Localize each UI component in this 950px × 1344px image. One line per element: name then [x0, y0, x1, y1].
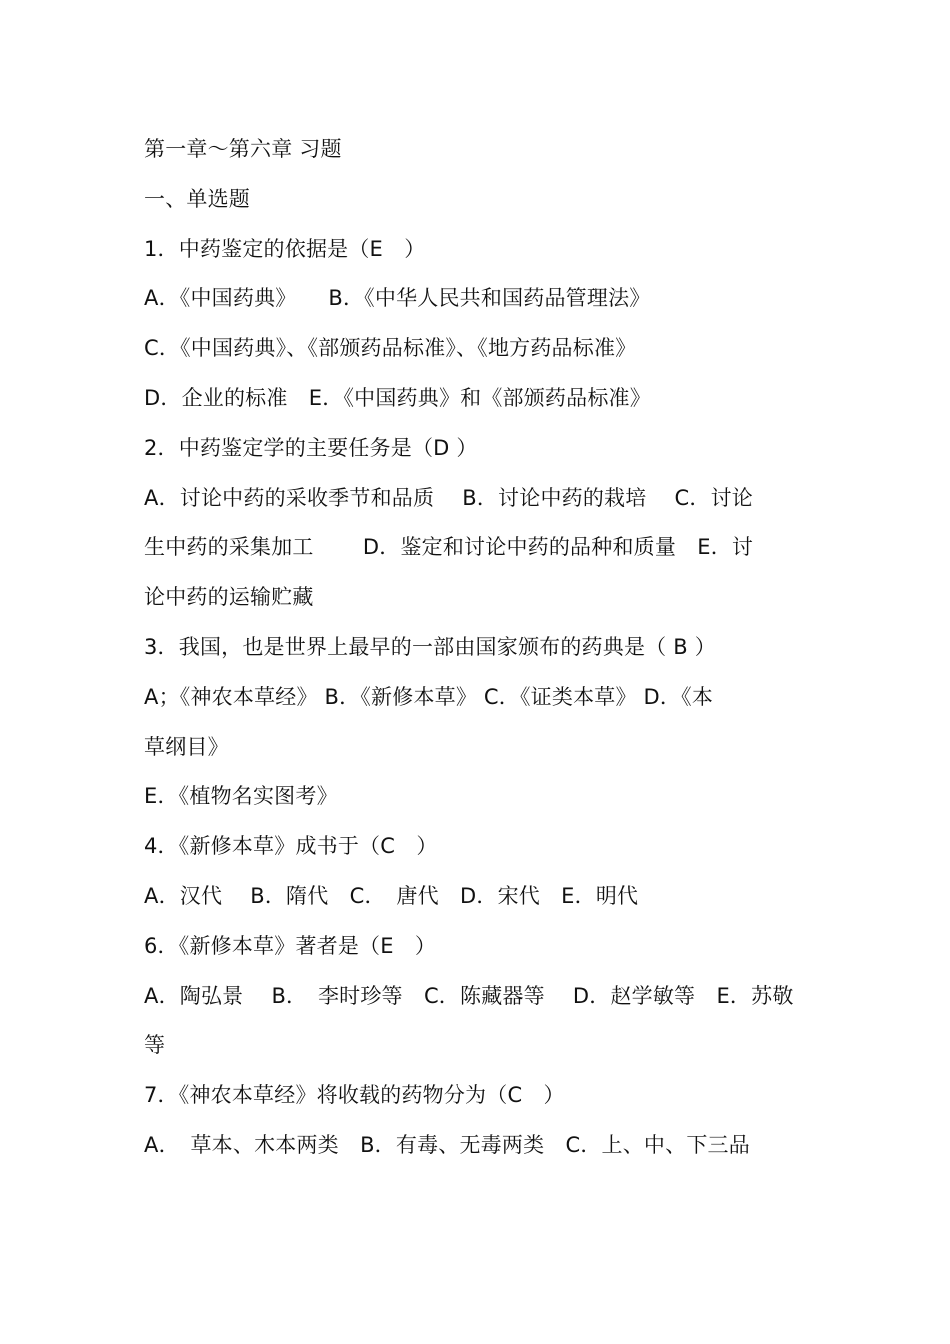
question-3-options-line-3: E．《植物名实图考》	[144, 784, 338, 809]
question-1-options-line-3: D．企业的标准 E．《中国药典》和《部颁药品标准》	[144, 385, 651, 410]
question-2-options-line-2: 生中药的采集加工 D．鉴定和讨论中药的品种和质量 E．讨	[144, 535, 754, 560]
question-4: 4．《新修本草》成书于（C ）	[144, 834, 438, 859]
question-1-options-line-1: A．《中国药典》 B．《中华人民共和国药品管理法》	[144, 286, 651, 311]
question-6: 6．《新修本草》著者是（E ）	[144, 933, 437, 958]
question-7-options: A． 草本、木本两类 B．有毒、无毒两类 C．上、中、下三品	[144, 1132, 750, 1157]
question-2: 2．中药鉴定学的主要任务是（D ）	[144, 435, 478, 460]
question-1: 1．中药鉴定的依据是（E ）	[144, 236, 426, 261]
question-1-options-line-2: C．《中国药典》、《部颁药品标准》、《地方药品标准》	[144, 336, 637, 361]
question-2-options-line-3: 论中药的运输贮藏	[144, 585, 314, 610]
question-4-options: A．汉代 B．隋代 C． 唐代 D．宋代 E．明代	[144, 883, 639, 908]
question-7: 7．《神农本草经》将收载的药物分为（C ）	[144, 1083, 565, 1108]
question-2-options-line-1: A．讨论中药的采收季节和品质 B．讨论中药的栽培 C．讨论	[144, 485, 753, 510]
section-heading: 一、单选题	[144, 186, 250, 211]
question-3-options-line-1: A；《神农本草经》 B．《新修本草》 C．《证类本草》 D．《本	[144, 684, 714, 709]
question-3-options-line-2: 草纲目》	[144, 734, 229, 759]
question-6-options-line-1: A．陶弘景 B． 李时珍等 C．陈藏器等 D．赵学敏等 E．苏敬	[144, 983, 794, 1008]
chapter-title: 第一章～第六章 习题	[144, 137, 342, 161]
question-6-options-line-2: 等	[144, 1033, 166, 1058]
document-body	[144, 125, 810, 1171]
question-3: 3．我国，也是世界上最早的一部由国家颁布的药典是（ B ）	[144, 634, 716, 659]
